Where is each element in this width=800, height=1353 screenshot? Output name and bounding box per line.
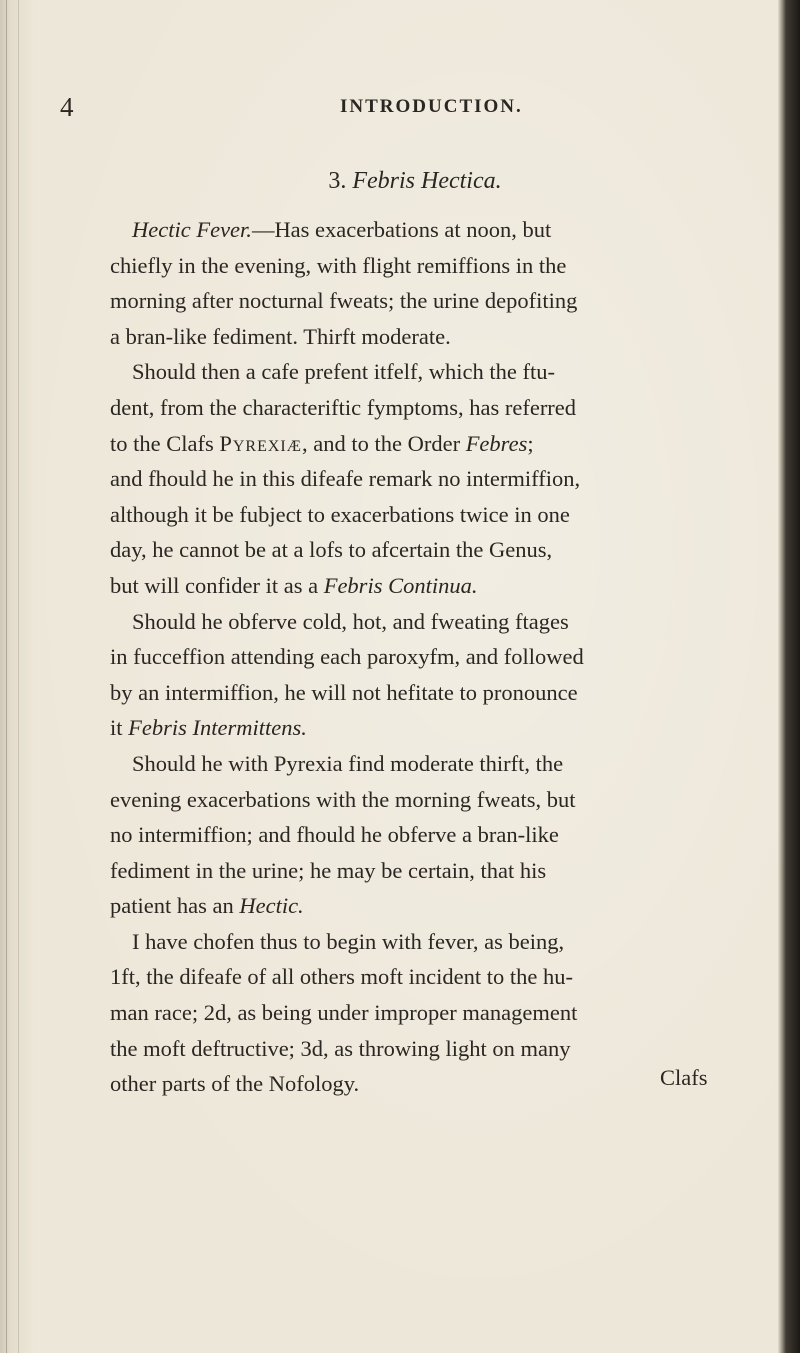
text-line bbox=[110, 354, 750, 390]
text-line bbox=[110, 532, 750, 568]
text-run: 1ft, the difeafe of all others moft incident to the hu- bbox=[110, 964, 573, 990]
page-number: 4 bbox=[60, 92, 75, 122]
text-line bbox=[110, 888, 750, 924]
text-line bbox=[110, 604, 750, 640]
text-line bbox=[110, 1066, 750, 1102]
text-line bbox=[110, 710, 750, 746]
text-line bbox=[110, 283, 750, 319]
text-line bbox=[110, 497, 750, 533]
page-header bbox=[60, 92, 760, 132]
text-run: patient has an bbox=[110, 893, 240, 919]
text-line bbox=[110, 390, 750, 426]
text-run: Should he obferve cold, hot, and fweating ftages bbox=[132, 608, 569, 634]
text-line bbox=[110, 426, 750, 462]
catchword: Clafs bbox=[660, 1065, 708, 1090]
text-run: Hectic. bbox=[239, 893, 304, 919]
text-run: morning after nocturnal fweats; the urine depofiting bbox=[110, 288, 578, 314]
text-run: ; bbox=[527, 430, 534, 456]
running-head: INTRODUCTION. bbox=[340, 96, 523, 117]
text-line bbox=[110, 568, 750, 604]
text-run: Hectic Fever. bbox=[132, 217, 252, 242]
scan-border bbox=[778, 0, 800, 1353]
text-run: in fucceffion attending each paroxyfm, and followed bbox=[110, 644, 584, 670]
text-line bbox=[110, 782, 750, 818]
text-line bbox=[110, 959, 750, 995]
binding-edge bbox=[0, 0, 34, 1353]
text-run: but will confider it as a bbox=[110, 572, 324, 598]
text-line bbox=[110, 817, 750, 853]
text-run: and fhould he in this difeafe remark no intermiffion, bbox=[110, 466, 581, 492]
section-title bbox=[0, 168, 800, 195]
text-line bbox=[110, 319, 750, 355]
text-run: man race; 2d, as being under improper management bbox=[110, 1000, 578, 1026]
section-number: 3. bbox=[328, 168, 347, 194]
text-line bbox=[110, 853, 750, 889]
body-text bbox=[110, 212, 750, 1102]
text-run: chiefly in the evening, with flight remiffions in the bbox=[110, 252, 567, 278]
section-latin-title: Febris Hectica. bbox=[352, 168, 502, 194]
text-run: Febris Intermittens. bbox=[128, 715, 307, 741]
text-run: day, he cannot be at a lofs to afcertain the Genus, bbox=[110, 537, 553, 563]
text-run: fediment in the urine; he may be certain, that his bbox=[110, 857, 547, 883]
text-line bbox=[110, 924, 750, 960]
text-run: Febris Continua. bbox=[323, 572, 478, 598]
text-line bbox=[110, 746, 750, 782]
text-line bbox=[110, 675, 750, 711]
text-run: the moft deftructive; 3d, as throwing light on many bbox=[110, 1035, 571, 1061]
text-run: dent, from the characteriftic fymptoms, has referred bbox=[110, 394, 577, 420]
text-run: Febres bbox=[465, 430, 528, 456]
text-line bbox=[110, 461, 750, 497]
text-run: it bbox=[110, 715, 129, 741]
text-line bbox=[110, 639, 750, 675]
text-run: by an intermiffion, he will not hefitate to pronounce bbox=[110, 679, 578, 705]
text-line bbox=[110, 1031, 750, 1067]
text-run: Should he with Pyrexia find moderate thirft, the bbox=[132, 750, 564, 776]
text-run: although it be fubject to exacerbations twice in one bbox=[110, 501, 570, 527]
text-run: evening exacerbations with the morning fweats, but bbox=[110, 786, 576, 812]
text-line bbox=[110, 212, 750, 248]
text-run: , and to the Order bbox=[301, 430, 466, 456]
text-run: Should then a cafe prefent itfelf, which the ftu- bbox=[132, 359, 555, 385]
text-run: a bran-like fediment. Thirft moderate. bbox=[110, 323, 451, 349]
text-run: Pyrexiæ bbox=[219, 430, 302, 456]
text-line bbox=[110, 995, 750, 1031]
text-run: other parts of the Nofology. bbox=[110, 1071, 360, 1097]
text-run: I have chofen thus to begin with fever, as being, bbox=[132, 928, 565, 954]
text-run: —Has exacerbations at noon, but bbox=[251, 217, 552, 242]
text-run: no intermiffion; and fhould he obferve a bran-like bbox=[110, 822, 559, 848]
text-run: to the Clafs bbox=[110, 430, 220, 456]
text-line bbox=[110, 248, 750, 284]
